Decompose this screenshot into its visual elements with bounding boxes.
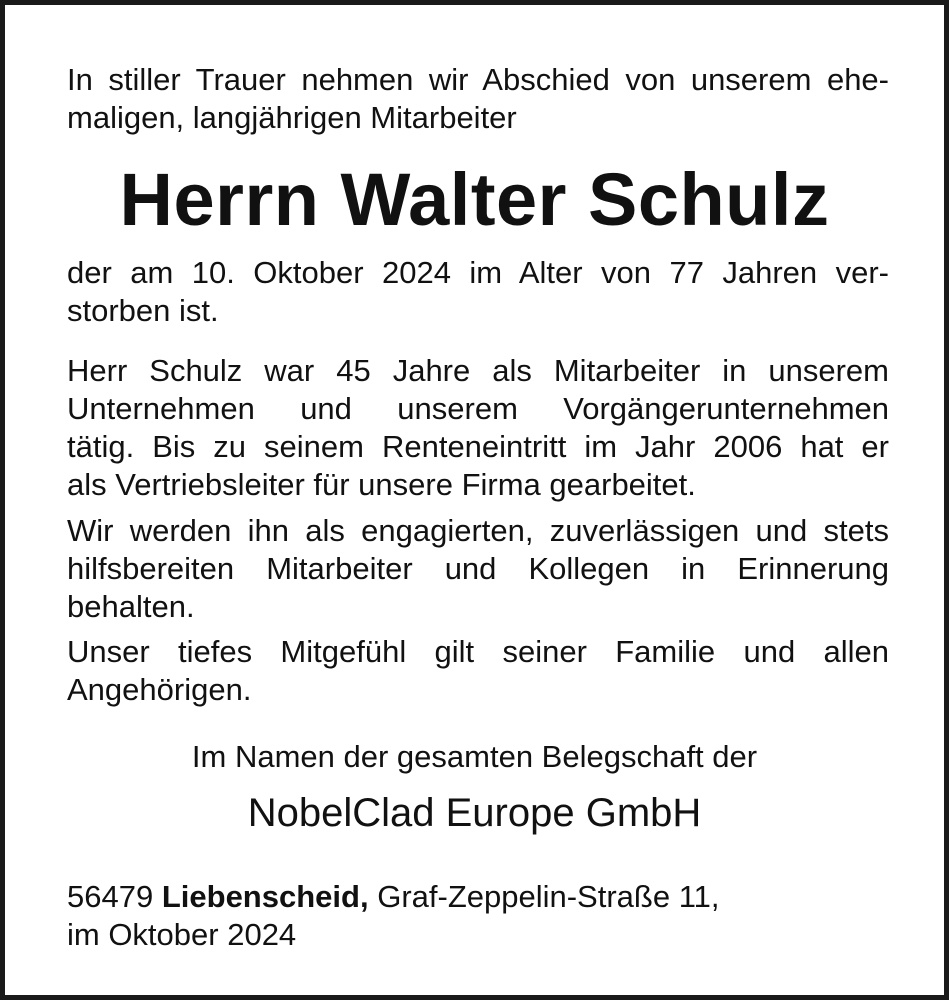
- condolence-paragraph: [67, 633, 889, 709]
- signoff-line: Im Namen der gesamten Belegschaft der: [191, 739, 758, 774]
- condolence-line-1: Unser tiefes Mitgefühl gilt seiner Familie und allen: [67, 634, 889, 669]
- address-street: Graf-Zeppelin-Straße 11,: [377, 879, 720, 914]
- address-block: [67, 878, 720, 954]
- address-line-1: [67, 879, 720, 914]
- remembrance-line-3: behalten.: [67, 589, 195, 624]
- career-line-2: Unternehmen und unserem Vorgängerunternehmen: [67, 391, 889, 426]
- career-line-3: tätig. Bis zu seinem Renteneintritt im Jahr 2006 hat er: [67, 429, 889, 464]
- death-notice-line-2: storben ist.: [67, 293, 219, 328]
- address-city: Liebenscheid,: [161, 879, 369, 914]
- career-line-4: als Vertriebsleiter für unsere Firma gearbeitet.: [67, 467, 696, 502]
- death-notice-paragraph: [67, 254, 889, 330]
- address-date-line: im Oktober 2024: [67, 917, 297, 952]
- address-postcode: 56479: [67, 879, 154, 914]
- deceased-name: Herrn Walter Schulz: [119, 158, 830, 241]
- death-notice-line-1: der am 10. Oktober 2024 im Alter von 77 Jahren ver-: [67, 255, 889, 290]
- intro-line-2: maligen, langjährigen Mitarbeiter: [67, 100, 517, 135]
- condolence-line-2: Angehörigen.: [67, 672, 252, 707]
- remembrance-line-1: Wir werden ihn als engagierten, zuverlässigen und stets: [67, 513, 889, 548]
- remembrance-paragraph: [67, 512, 889, 626]
- career-paragraph: [67, 352, 889, 504]
- intro-line-1: In stiller Trauer nehmen wir Abschied von unserem ehe-: [67, 62, 889, 97]
- intro-paragraph: [67, 61, 889, 137]
- remembrance-line-2: hilfsbereiten Mitarbeiter und Kollegen in Erinnerung: [67, 551, 889, 586]
- career-line-1: Herr Schulz war 45 Jahre als Mitarbeiter in unserem: [67, 353, 889, 388]
- company-name: NobelClad Europe GmbH: [247, 791, 702, 835]
